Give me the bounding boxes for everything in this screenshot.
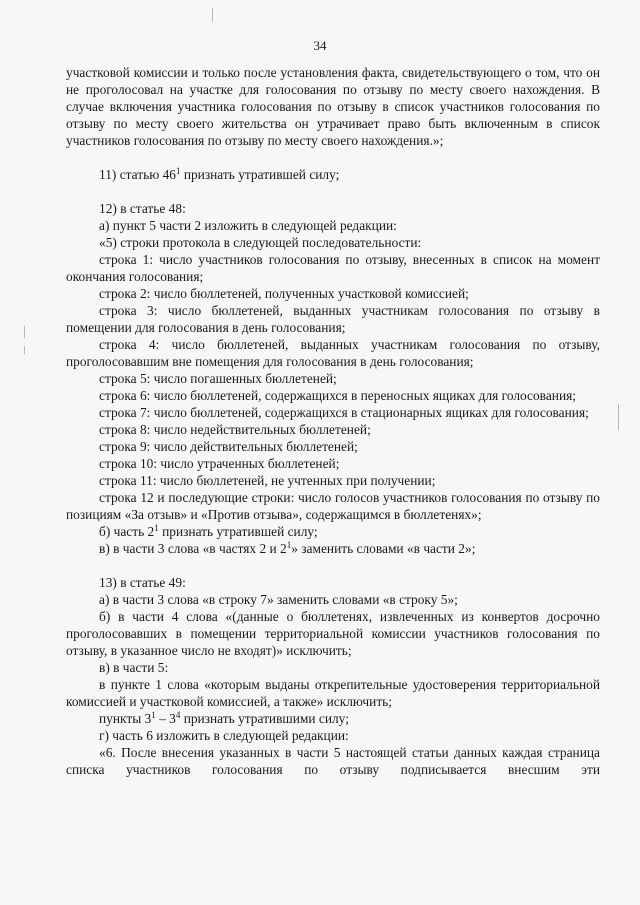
item-13-v-heading: в) в части 5: — [99, 660, 169, 675]
item-13-b: б) в части 4 слова «(данные о бюллетенях, извлеченных из конвертов досрочно проголосовавших в помещении территориальной комиссии участников голосования по отзыву, в указанное число не входят)» исключить; — [66, 609, 600, 658]
protocol-row: строка 1: число участников голосования по отзыву, внесенных в список на момент окончания голосования; — [66, 252, 600, 284]
protocol-row: строка 9: число действительных бюллетеней; — [99, 439, 358, 454]
protocol-row: строка 7: число бюллетеней, содержащихся в стационарных ящиках для голосования; — [99, 405, 589, 420]
protocol-row: строка 11: число бюллетеней, не учтенных при получении; — [99, 473, 436, 488]
protocol-row: строка 2: число бюллетеней, полученных участковой комиссией; — [99, 286, 469, 301]
protocol-row: строка 10: число утраченных бюллетеней; — [99, 456, 340, 471]
item-13-g: г) часть 6 изложить в следующей редакции: — [99, 728, 349, 743]
item-12-a: а) пункт 5 части 2 изложить в следующей редакции: — [99, 218, 397, 233]
scan-mark — [24, 346, 25, 354]
scan-mark — [24, 326, 25, 338]
item-11: 11) статью $46^1$ признать утратившей силу; — [99, 166, 340, 182]
item-13-v-points-3: пункты $3^1 - 3^4$ признать утратившими силу; — [99, 710, 349, 726]
item-12-quote-5: «5) строки протокола в следующей последовательности: — [99, 235, 422, 250]
item-13-a: а) в части 3 слова «в строку 7» заменить словами «в строку 5»; — [99, 592, 458, 607]
protocol-row: строка 12 и последующие строки: число голосов участников голосования по отзыву по позициям «За отзыв» и «Против отзыва», содержащимся в бюллетенях»; — [66, 490, 600, 522]
paragraph-continuation: участковой комиссии и только после установления факта, свидетельствующего о том, что он не проголосовал на участке для голосования по отзыву по месту своего нахождения. В случае включения участника голосования по отзыву в список участников голосования по отзыву по месту своего жительства он утрачивает право быть включенным в список участников голосования по отзыву по месту своего нахождения.»; — [66, 65, 600, 148]
item-13-v-point-1: в пункте 1 слова «которым выданы открепительные удостоверения территориальной комиссией и участковой комиссией, а также» исключить; — [66, 677, 600, 709]
page-number: 34 — [313, 38, 327, 53]
item-12-heading: 12) в статье 48: — [99, 201, 186, 216]
protocol-row: строка 6: число бюллетеней, содержащихся в переносных ящиках для голосования; — [99, 388, 576, 403]
document-body — [66, 64, 600, 778]
item-13-heading: 13) в статье 49: — [99, 575, 186, 590]
protocol-row: строка 3: число бюллетеней, выданных участникам голосования по отзыву в помещении для голосования в день голосования; — [66, 303, 600, 335]
protocol-row: строка 8: число недействительных бюллетеней; — [99, 422, 371, 437]
item-12-b: б) часть $2^1$ признать утратившей силу; — [99, 523, 318, 539]
protocol-row: строка 5: число погашенных бюллетеней; — [99, 371, 337, 386]
item-12-v: в) в части 3 слова «в частях 2 и $2^1$» заменить словами «в части 2»; — [99, 540, 476, 556]
item-13-quote-6: «6. После внесения указанных в части 5 настоящей статьи данных каждая страница списка участников голосования по отзыву подписывается внесшим эти — [66, 745, 600, 777]
protocol-row: строка 4: число бюллетеней, выданных участникам голосования по отзыву, проголосовавшим вне помещения для голосования в день голосования; — [66, 337, 600, 369]
scan-mark — [618, 404, 619, 430]
scan-mark — [212, 8, 213, 22]
